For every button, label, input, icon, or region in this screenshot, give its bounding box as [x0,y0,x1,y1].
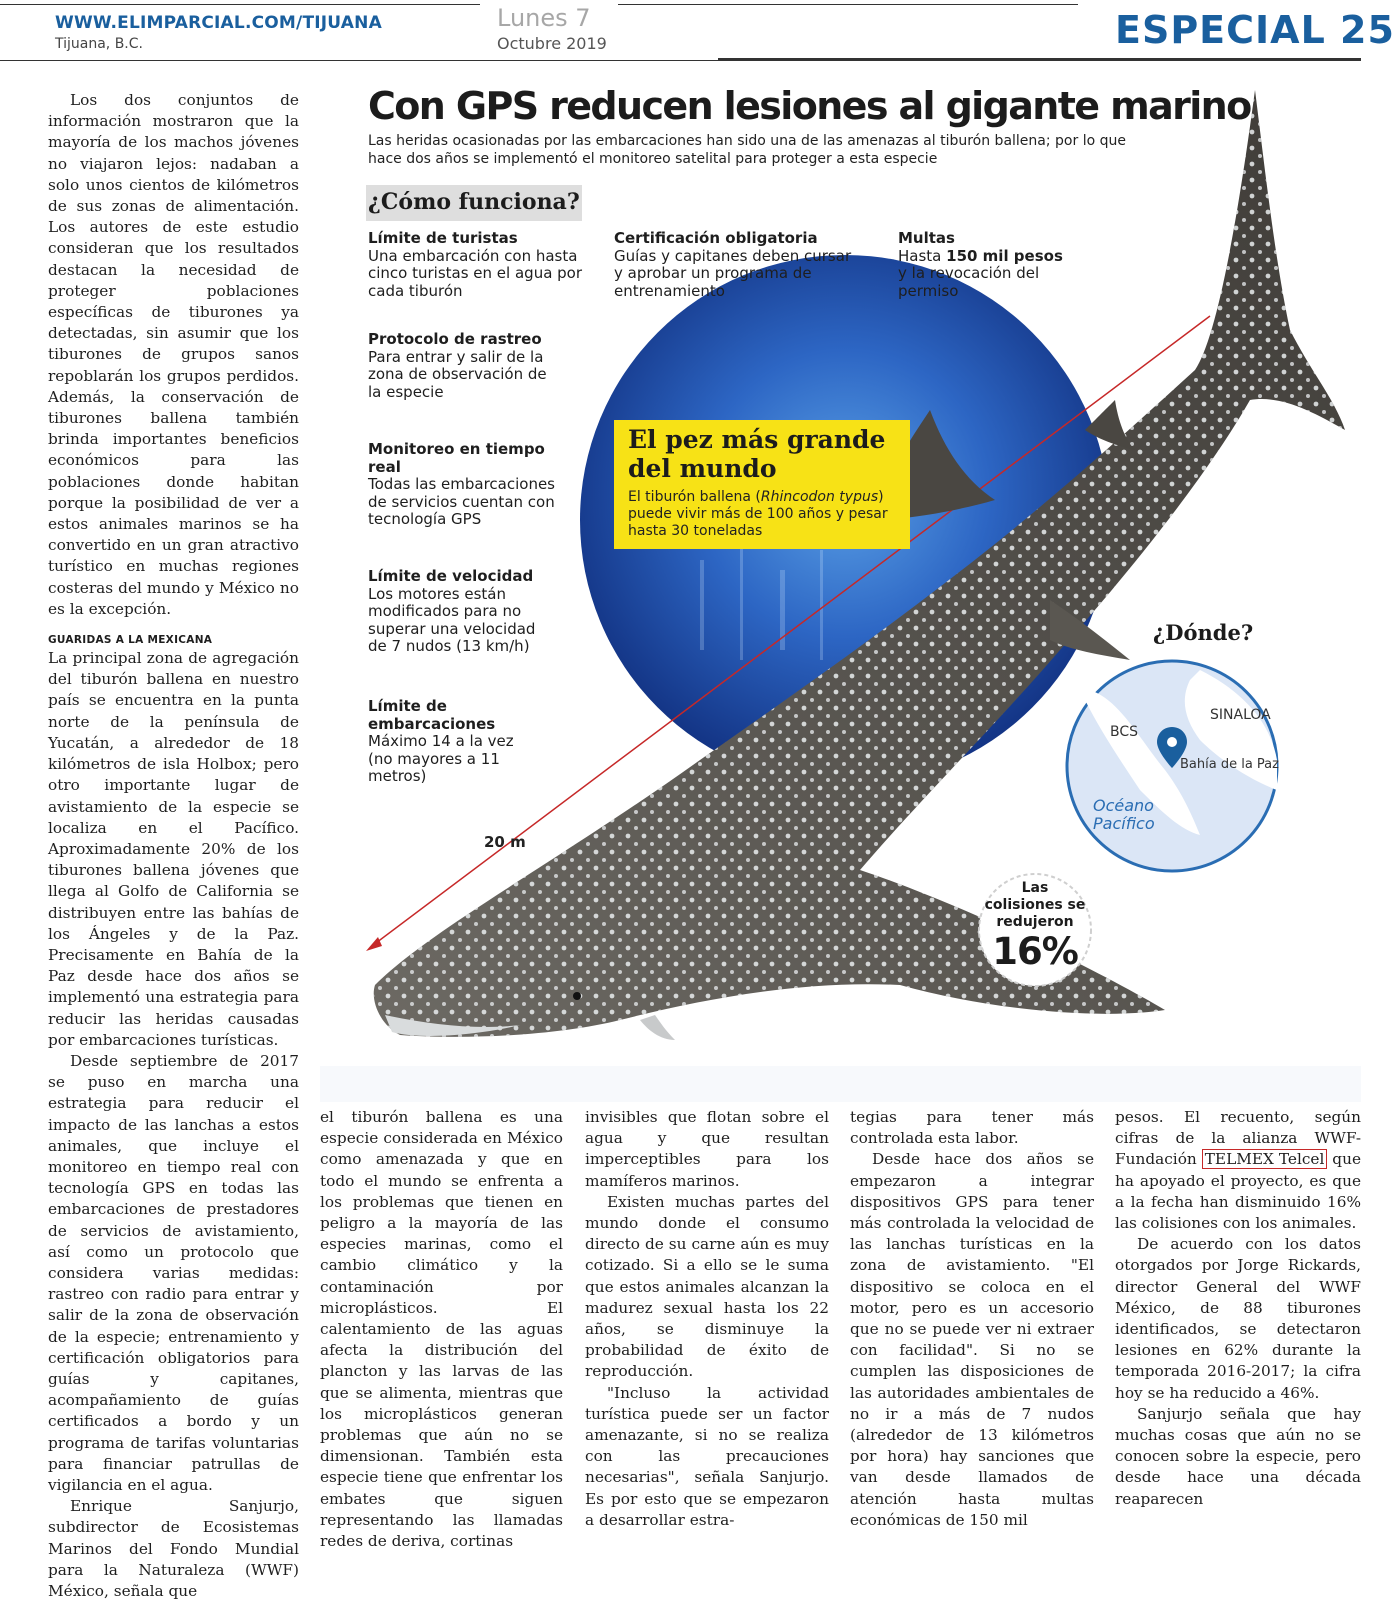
info-item-tourist-limit [368,230,588,300]
header-section: ESPECIAL 25 [1115,8,1395,52]
stat-badge-text: Las colisiones se redujeron [984,880,1086,930]
article-paragraph: tegias para tener más controlada esta labor. [850,1108,1094,1148]
article-paragraph: Existen muchas partes del mundo donde el consumo directo de su carne aún es muy cotizado. Si a ello se le suma que estos animales alcanzan la madurez sexual hasta los 22 años, se disminuye la probabilidad de éxito de reproducción. [585,1192,829,1381]
where-title: ¿Dónde? [1153,620,1254,645]
stat-badge-value: 16% [992,930,1078,973]
how-title: ¿Cómo funciona? [368,189,580,215]
info-item-text: (no mayores a 11 metros) [368,749,500,785]
article-column-5 [1115,1107,1361,1510]
length-label: 20 m [484,833,526,851]
article-paragraph: pesos. El recuento, según cifras de la alianza WWF-Fundación TELMEX Telcel que ha apoyado el proyecto, es que a la fecha han disminuido 16% las colisiones con los animales. [1115,1108,1361,1233]
info-item-text: Los motores están modificados para no superar una velocidad de 7 nudos (13 km/h) [368,584,536,655]
infographic-footer-band [320,1066,1361,1102]
info-item-title: Monitoreo en tiempo real [368,440,545,476]
map-label-ocean: Océano Pacífico [1093,796,1155,833]
article-paragraph: Desde septiembre de 2017 se puso en marcha una estrategia para reducir el impacto de las lanchas a estos animales, que incluye el monitoreo en tiempo real con tecnología GPS en todas las embarcaciones de prestadores de servicios de avistamiento, así como un protocolo que considera varias medidas: rastreo con radio para entrar y salir de la zona de observación de la especie; entrenamiento y certificación obligatorios para guías y capitanes, acompañamiento de guías certificados a bordo y un programa de tarifas voluntarias para financiar patrullas de vigilancia en el agua. [48,1051,299,1494]
info-item-text: Para entrar y salir de la zona de observación de la especie [368,347,547,401]
header-url[interactable]: WWW.ELIMPARCIAL.COM/TIJUANA [55,13,382,33]
article-column-3 [585,1107,829,1531]
info-item-text: Hasta [898,246,942,265]
info-item-title: Multas [898,229,955,247]
length-arrow-head [366,937,382,951]
info-item-boats [368,698,558,786]
info-item-certification [614,230,854,300]
map-label-sinaloa: SINALOA [1210,707,1271,723]
stat-badge [983,880,1087,973]
article-paragraph: Sanjurjo señala que hay muchas cosas que aún no se conocen sobre la especie, pero desde hace una década reaparecen [1115,1404,1361,1508]
info-item-fines [898,230,1068,300]
article-paragraph: De acuerdo con los datos otorgados por Jorge Rickards, director General del WWF México, de 88 tiburones identificados, se detectaron lesiones en 62% durante la temporada 2016-2017; la cifra hoy se ha reducido a 46%. [1115,1235,1361,1402]
info-item-text: Todas las embarcaciones de servicios cuentan con tecnología GPS [368,475,556,528]
info-item-text: y la revocación del permiso [898,264,1040,300]
infographic-subtitle: Las heridas ocasionadas por las embarcaciones han sido una de las amenazas al tiburón ballena; por lo que hace dos años se implementó el monitoreo satelital para proteger a esta especie [368,133,1126,167]
info-item-text: Guías y capitanes deben cursar y aprobar un programa de entrenamiento [614,246,852,300]
highlight-title: El pez más grande del mundo [628,425,886,483]
article-paragraph: "Incluso la actividad turística puede ser un factor amenazante, si no se realiza con las precauciones necesarias", señala Sanjurjo. Es por esto que se empezaron a desarrollar estra- [585,1383,829,1529]
highlighted-term: TELMEX Telcel [1202,1149,1328,1169]
info-item-text-bold: 150 mil pesos [946,246,1063,265]
article-paragraph: Enrique Sanjurjo, subdirector de Ecosistemas Marinos del Fondo Mundial para la Naturaleza (WWF) México, señala que [48,1497,299,1601]
article-paragraph: Desde hace dos años se empezaron a integrar dispositivos GPS para tener más controlada la velocidad de las lanchas turísticas en la zona de avistamiento. "El dispositivo se coloca en el motor, pero es un accesorio que no se puede ver ni extraer con facilidad". Si no se cumplen las disposiciones de las autoridades ambientales de no ir a más de 7 nudos (alrededor de 13 kilómetros por hora) hay sanciones que van desde llamados de atención hasta multas económicas de 150 mil [850,1150,1094,1529]
article-column-4 [850,1107,1094,1531]
article-paragraph: La principal zona de agregación del tiburón ballena en nuestro país se encuentra en la punta norte de la península de Yucatán, a alrededor de 18 kilómetros de isla Holbox; pero otro importante lugar de avistamiento de la especie se localiza en el Pacífico. Aproximadamente 20% de los tiburones ballena jóvenes que llega al Golfo de California se distribuyen entre las bahías de los Ángeles y de la Paz. Precisamente en Bahía de la Paz desde hace dos años se implementó una estrategia para reducir las heridas causadas por embarcaciones turísticas. [48,649,299,1049]
highlight-text: El tiburón ballena (Rhincodon typus) puede vivir más de 100 años y pesar hasta 30 toneladas [628,489,888,539]
info-item-title: Límite de velocidad [368,567,534,585]
header-date: Octubre 2019 [497,34,607,53]
info-item-realtime [368,441,568,529]
info-item-title: Protocolo de rastreo [368,330,542,348]
article-paragraph: Los dos conjuntos de información mostraron que la mayoría de los machos jóvenes no viajaron lejos: nadaban a solo unos cientos de kilómetros de sus zonas de alimentación. Los autores de este estudio consideran que los resultados destacan la necesidad de proteger poblaciones específicas de tiburones ya detectadas, sin asumir que los tiburones de grupos sanos repoblarán los grupos perdidos. Además, la conservación de tiburones ballena también brinda importantes beneficios económicos para las poblaciones donde habitan porque la posibilidad de ver a estos animales marinos se ha convertido en un gran atractivo turístico en muchas regiones costeras del mundo y México no es la excepción. [48,91,299,618]
map-label-bay: Bahía de la Paz [1180,757,1279,772]
infographic-title: Con GPS reducen lesiones al gigante marino [368,84,1251,128]
article-subheading: GUARIDAS A LA MEXICANA [48,634,213,647]
article-paragraph: invisibles que flotan sobre el agua y que resultan imperceptibles para los mamíferos marinos. [585,1108,829,1190]
article-column-2 [320,1107,563,1552]
info-item-title: Límite de turistas [368,229,518,247]
info-item-title: Certificación obligatoria [614,229,818,247]
article-paragraph: el tiburón ballena es una especie considerada en México como amenazada y que en todo el mundo se enfrenta a los problemas que tienen en peligro a la mayoría de las especies marinas, como el cambio climático y la contaminación por microplásticos. El calentamiento de las aguas afecta la distribución del plancton y las larvas de las que se alimenta, mientras que los microplásticos generan problemas que aún no se dimensionan. También esta especie tiene que enfrentar los embates que siguen representando las llamadas redes de deriva, cortinas [320,1108,563,1551]
header-day: Lunes 7 [497,4,591,32]
map-label-bcs: BCS [1110,724,1139,740]
info-item-tracking [368,331,558,401]
header-location: Tijuana, B.C. [55,36,143,52]
info-item-text: Máximo 14 a la vez [368,732,514,750]
info-item-title: Límite de embarcaciones [368,697,496,733]
info-item-speed [368,568,558,656]
info-item-text: Una embarcación con hasta cinco turistas en el agua por cada tiburón [368,246,583,300]
